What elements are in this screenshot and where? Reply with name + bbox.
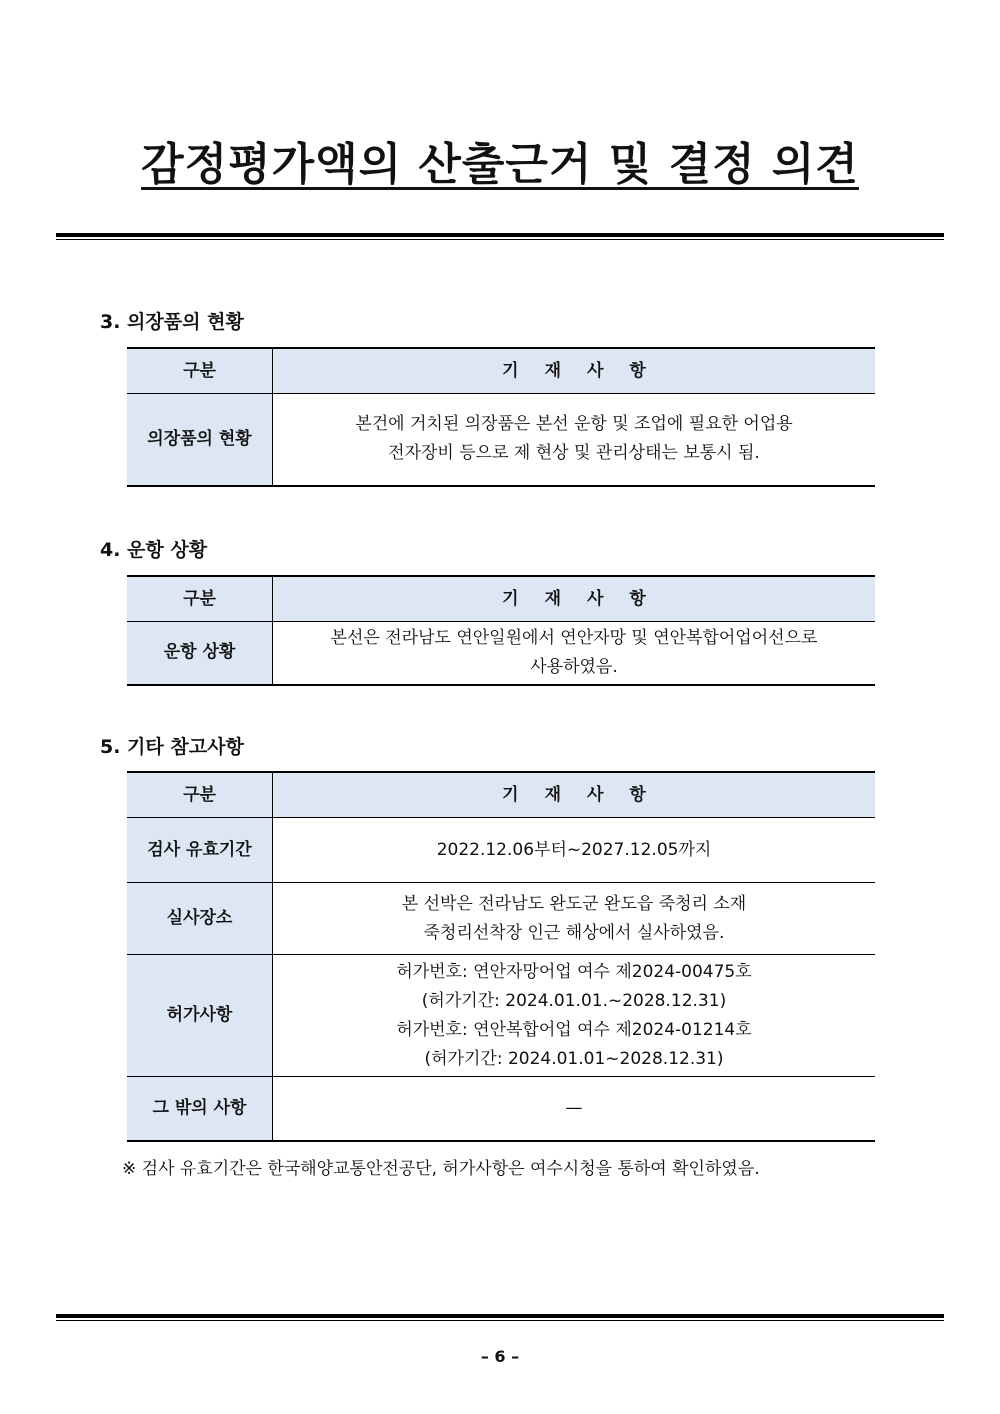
page-number: – 6 – — [480, 1347, 520, 1366]
top-double-rule — [56, 233, 944, 240]
row-value-cell — [273, 1077, 876, 1141]
row-value-line: 허가번호: 연안복합어업 여수 제2024-01214호 — [396, 1019, 752, 1040]
row-value-line: 사용하였음. — [530, 656, 618, 677]
row-value-line: 2022.12.06부터~2027.12.05까지 — [436, 839, 712, 860]
row-key-cell: 검사 유효기간 — [127, 818, 273, 883]
row-value-cell — [273, 955, 876, 1077]
row-value-line: 허가번호: 연안자망어업 여수 제2024-00475호 — [396, 961, 752, 982]
other-references-table — [127, 771, 875, 1142]
page-title — [0, 128, 1000, 192]
row-value-line: 본선은 전라남도 연안일원에서 연안자망 및 연안복합어업어선으로 — [330, 627, 818, 648]
section-heading-operation: 4. 운항 상황 — [100, 539, 208, 561]
row-value-line: (허가기간: 2024.01.01.~2028.12.31) — [421, 990, 727, 1011]
row-value-line: — — [565, 1097, 583, 1118]
row-value-cell — [273, 883, 876, 955]
header-value-cell — [273, 348, 876, 394]
header-value-cell — [273, 772, 876, 818]
furnishings-table — [127, 347, 875, 487]
table-header-row — [127, 772, 875, 818]
header-key-cell: 구분 — [127, 576, 273, 622]
row-key-cell: 그 밖의 사항 — [127, 1077, 273, 1141]
table-row — [127, 883, 875, 955]
row-value-cell — [273, 622, 876, 685]
page-title-text: 감정평가액의 산출근거 및 결정 의견 — [141, 139, 859, 190]
table-row — [127, 818, 875, 883]
header-key-cell: 구분 — [127, 772, 273, 818]
table-row — [127, 394, 875, 486]
section-heading-other: 5. 기타 참고사항 — [100, 736, 244, 758]
table-header-row — [127, 348, 875, 394]
table-row — [127, 955, 875, 1077]
section-heading-furnishings: 3. 의장품의 현황 — [100, 311, 244, 333]
row-key-cell: 운항 상황 — [127, 622, 273, 685]
table-row — [127, 1077, 875, 1141]
row-key-cell: 허가사항 — [127, 955, 273, 1077]
table-row — [127, 622, 875, 685]
row-key-cell: 의장품의 현황 — [127, 394, 273, 486]
bottom-double-rule — [56, 1314, 944, 1321]
header-key-cell: 구분 — [127, 348, 273, 394]
header-value-text: 기재사항 — [502, 360, 672, 381]
header-value-text: 기재사항 — [502, 588, 672, 609]
row-value-line: (허가기간: 2024.01.01~2028.12.31) — [424, 1048, 724, 1069]
row-value-cell — [273, 818, 876, 883]
table-header-row — [127, 576, 875, 622]
row-value-cell — [273, 394, 876, 486]
row-key-cell: 실사장소 — [127, 883, 273, 955]
header-value-cell — [273, 576, 876, 622]
header-value-text: 기재사항 — [502, 784, 672, 805]
row-value-line: 전자장비 등으로 제 현상 및 관리상태는 보통시 됨. — [388, 443, 760, 464]
row-value-line: 본건에 거치된 의장품은 본선 운항 및 조업에 필요한 어업용 — [355, 414, 793, 435]
row-value-line: 본 선박은 전라남도 완도군 완도읍 죽청리 소재 — [401, 893, 747, 914]
footnote: ※ 검사 유효기간은 한국해양교통안전공단, 허가사항은 여수시청을 통하여 확인하였음. — [122, 1159, 760, 1179]
row-value-line: 죽청리선착장 인근 해상에서 실사하였음. — [423, 922, 725, 943]
operation-table — [127, 575, 875, 686]
